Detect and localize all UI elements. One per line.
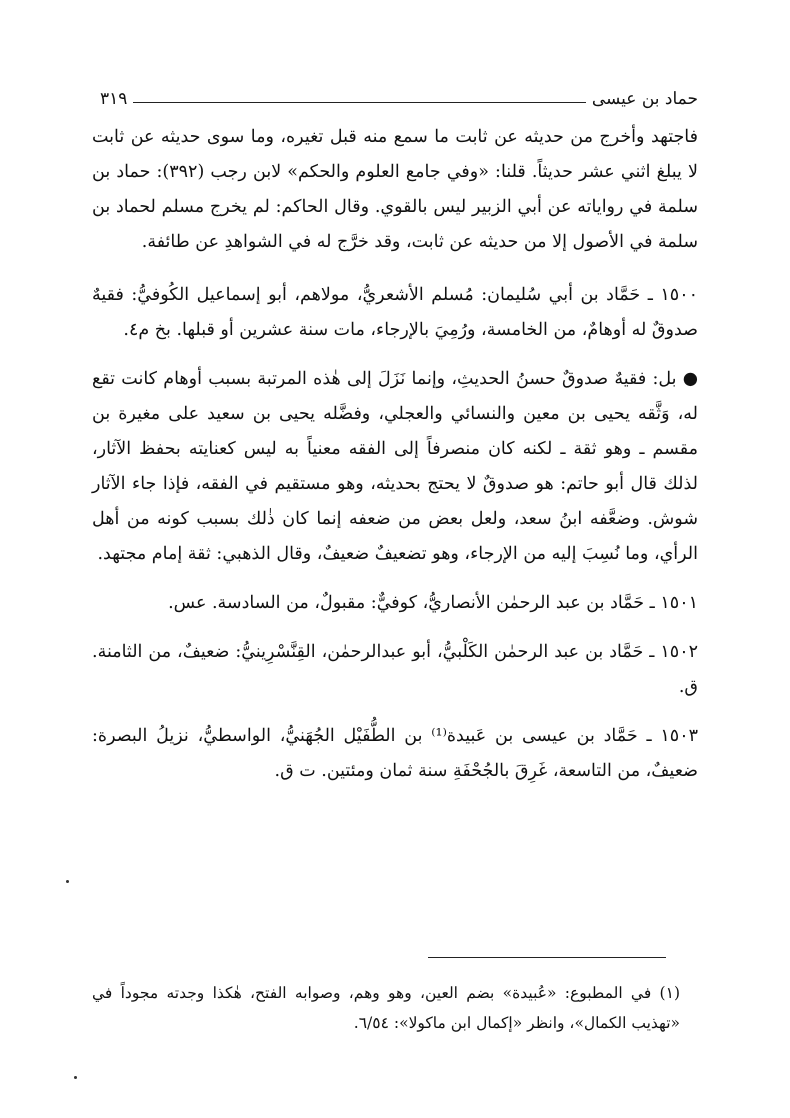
editor-comment: ● بل: فقيهٌ صدوقٌ حسنُ الحديثِ، وإنما نَزَلَ إلى هٰذه المرتبة بسبب أوهام كانت تقع له، وَثَّقه يحيى بن معين والنسائي والعجلي، وفضَّله يحيى بن سعيد على مغيرة بن مقسم ـ وهو ثقة ـ لكنه كان منصرفاً إلى الفقه معنياً به ليس كعنايته بحفظ الآثار، لذلك قال أبو حاتم: هو صدوقٌ لا يحتج بحديثه، وهو مستقيم في الفقه، فإذا جاء الآثار شوش. وضعَّفه ابنُ سعد، ولعل بعض من ضعفه إنما كان ذٰلك بسبب كونه من أهل الرأي، وما نُسِبَ إليه من الإرجاء، وهو تضعيفٌ ضعيفٌ، وقال الذهبي: ثقة إمام مجتهد. — [92, 369, 699, 564]
entry-1501: ١٥٠١ ـ حَمَّاد بن عبد الرحمٰن الأنصاريُّ، كوفيٌّ: مقبولٌ، من السادسة. عس. — [168, 593, 698, 613]
main-text — [92, 120, 698, 803]
scan-speck — [66, 880, 69, 883]
header-rule — [133, 102, 585, 103]
header-title: حماد بن عيسى — [591, 89, 698, 109]
page-number: ٣١٩ — [100, 89, 128, 109]
entry-1500: ١٥٠٠ ـ حَمَّاد بن أبي سُليمان: مُسلم الأشعريُّ، مولاهم، أبو إسماعيل الكُوفيُّ: فقيهٌ صدوقٌ له أوهامٌ، من الخامسة، ورُمِيَ بالإرجاء، مات سنة عشرين أو قبلها. بخ م٤. — [92, 285, 698, 340]
footnote-divider — [428, 957, 666, 958]
scan-speck — [74, 1076, 77, 1079]
footnote: (١) في المطبوع: «عُبيدة» بضم العين، وهو وهم، وصوابه الفتح، هٰكذا وجدته مجوداً في «تهذيب الكمال»، وانظر «إكمال ابن ماكولا»: ٦/٥٤. — [92, 984, 680, 1032]
entry-1503: ١٥٠٣ ـ حَمَّاد بن عيسى بن عَبيدة⁽¹⁾ بن الطُّفَيْل الجُهَنيُّ، الواسطيُّ، نزيلُ البصرة: ضعيفٌ، من التاسعة، غَرِقَ بالجُحْفَةِ سنة ثمان ومئتين. ت ق. — [92, 726, 698, 781]
entry-1502: ١٥٠٢ ـ حَمَّاد بن عبد الرحمٰن الكَلْبيُّ، أبو عبدالرحمٰن، القِنَّسْرِينيُّ: ضعيفٌ، من الثامنة. ق. — [92, 642, 698, 697]
running-header — [100, 84, 698, 114]
continuation-paragraph: فاجتهد وأخرج من حديثه عن ثابت ما سمع منه قبل تغيره، وما سوى حديثه عن ثابت لا يبلغ اثني عشر حديثاً. قلنا: «وفي جامع العلوم والحكم» لابن رجب (٣٩٢): حماد بن سلمة في رواياته عن أبي الزبير ليس بالقوي. وقال الحاكم: لم يخرج مسلم لحماد بن سلمة في الأصول إلا من حديثه عن ثابت، وقد خرَّج له في الشواهدِ عن طائفة. — [92, 127, 698, 252]
